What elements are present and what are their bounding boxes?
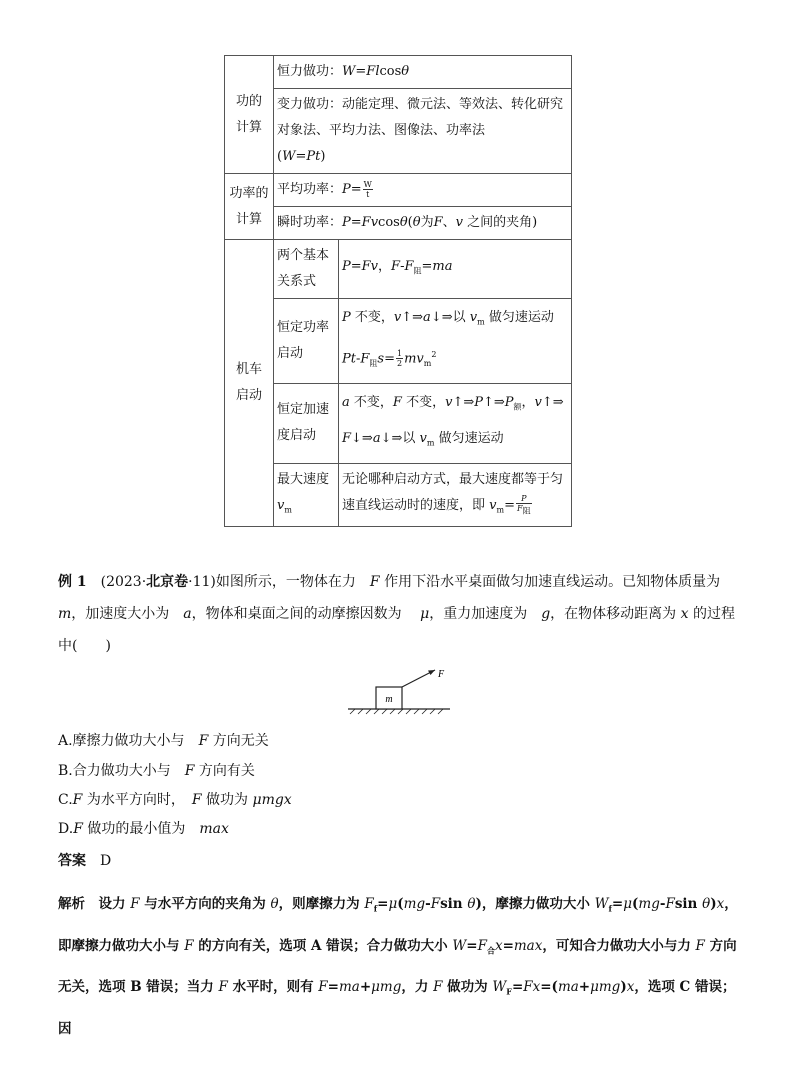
avg-power-cell: 平均功率：P= $\frac{W}{t}$ (274, 174, 572, 207)
example-label: 例 1 (58, 574, 87, 590)
summary-table (224, 55, 572, 527)
work-category: 功的 计算 (225, 56, 274, 174)
option-a: A.摩擦力做功大小与 F 方向无关 (58, 733, 269, 749)
const-force-cell: 恒力做功：W=Flcosθ (274, 56, 572, 89)
option-d: D.F 做功的最小值为 max (58, 821, 229, 837)
const-power-content: P 不变，v↑⇒a↓⇒以 $v_m$ 做匀速运动 $Pt-F_阻s=$ $\frac{1}{2}$ $mv_m^2$ (339, 299, 572, 384)
avg-den: t (366, 190, 370, 199)
const-accel-content: a 不变，F 不变，$v↑\Rightarrow P↑\Rightarrow P_额$，v↑⇒ F↓⇒a↓⇒以 $v_m$ 做匀速运动 (339, 383, 572, 463)
inst-power-cell: 瞬时功率：P=Fvcosθ(θ为F、v 之间的夹角) (274, 207, 572, 240)
max-speed-label: 最大速度 $v_m$ (274, 463, 339, 527)
answer-line (58, 850, 111, 870)
vehicle-category: 机车 启动 (225, 240, 274, 527)
block-label: m (385, 694, 393, 705)
basic-relation-content: P=Fv，$F-F_阻=ma$ (339, 240, 572, 299)
block-force-figure (340, 664, 460, 716)
const-power-label: 恒定功率 启动 (274, 299, 339, 384)
max-speed-content: 无论哪种启动方式，最大速度都等于匀速直线运动时的速度，即 $v_m=$ $\frac{P}{F_阻}$ (339, 463, 572, 527)
example-source: (2023·北京卷·11) (100, 574, 216, 590)
avg-num: W (363, 180, 372, 189)
answer-label: 答案 (58, 853, 86, 869)
power-category: 功率的 计算 (225, 174, 274, 240)
example-question: 例 1 (2023·北京卷·11)如图所示，一物体在力 F 作用下沿水平桌面做匀加速直线运动。已知物体质量为 m，加速度大小为 a，物体和桌面之间的动摩擦因数为 μ，重力加速度为 g，在物体移动距离为 x 的过程中( ) (58, 574, 735, 654)
const-accel-label: 恒定加速 度启动 (274, 383, 339, 463)
var-force-cell: 变力做功：动能定理、微元法、等效法、转化研究对象法、平均力法、图像法、功率法 (W=Pt) (274, 89, 572, 174)
option-c: C.F 为水平方向时， F 做功为 μmgx (58, 792, 292, 808)
answer-value: D (100, 853, 112, 869)
analysis-text: 解析 设力 F 与水平方向的夹角为 θ，则摩擦力为 $F_f=\mu(mg$-Fsin θ)，摩擦力做功大小 $W_f=\mu(mg$-Fsin θ)x，即摩擦力做功大小与 F 的方向有关，选项 A 错误；合力做功大小 $W=F_合x=\max$，可知合力做功大小与力 F 方向无关，选项 B 错误；当力 F 水平时，则有 F=ma+μmg，力 F 做功为 $W_F=Fx=(ma+\mu mg)x$，选项 C 错误；因 (58, 896, 738, 1038)
option-b: B.合力做功大小与 F 方向有关 (58, 763, 255, 779)
force-label: F (438, 669, 445, 680)
surface-hatch (350, 709, 443, 714)
basic-relation-label: 两个基本 关系式 (274, 240, 339, 299)
